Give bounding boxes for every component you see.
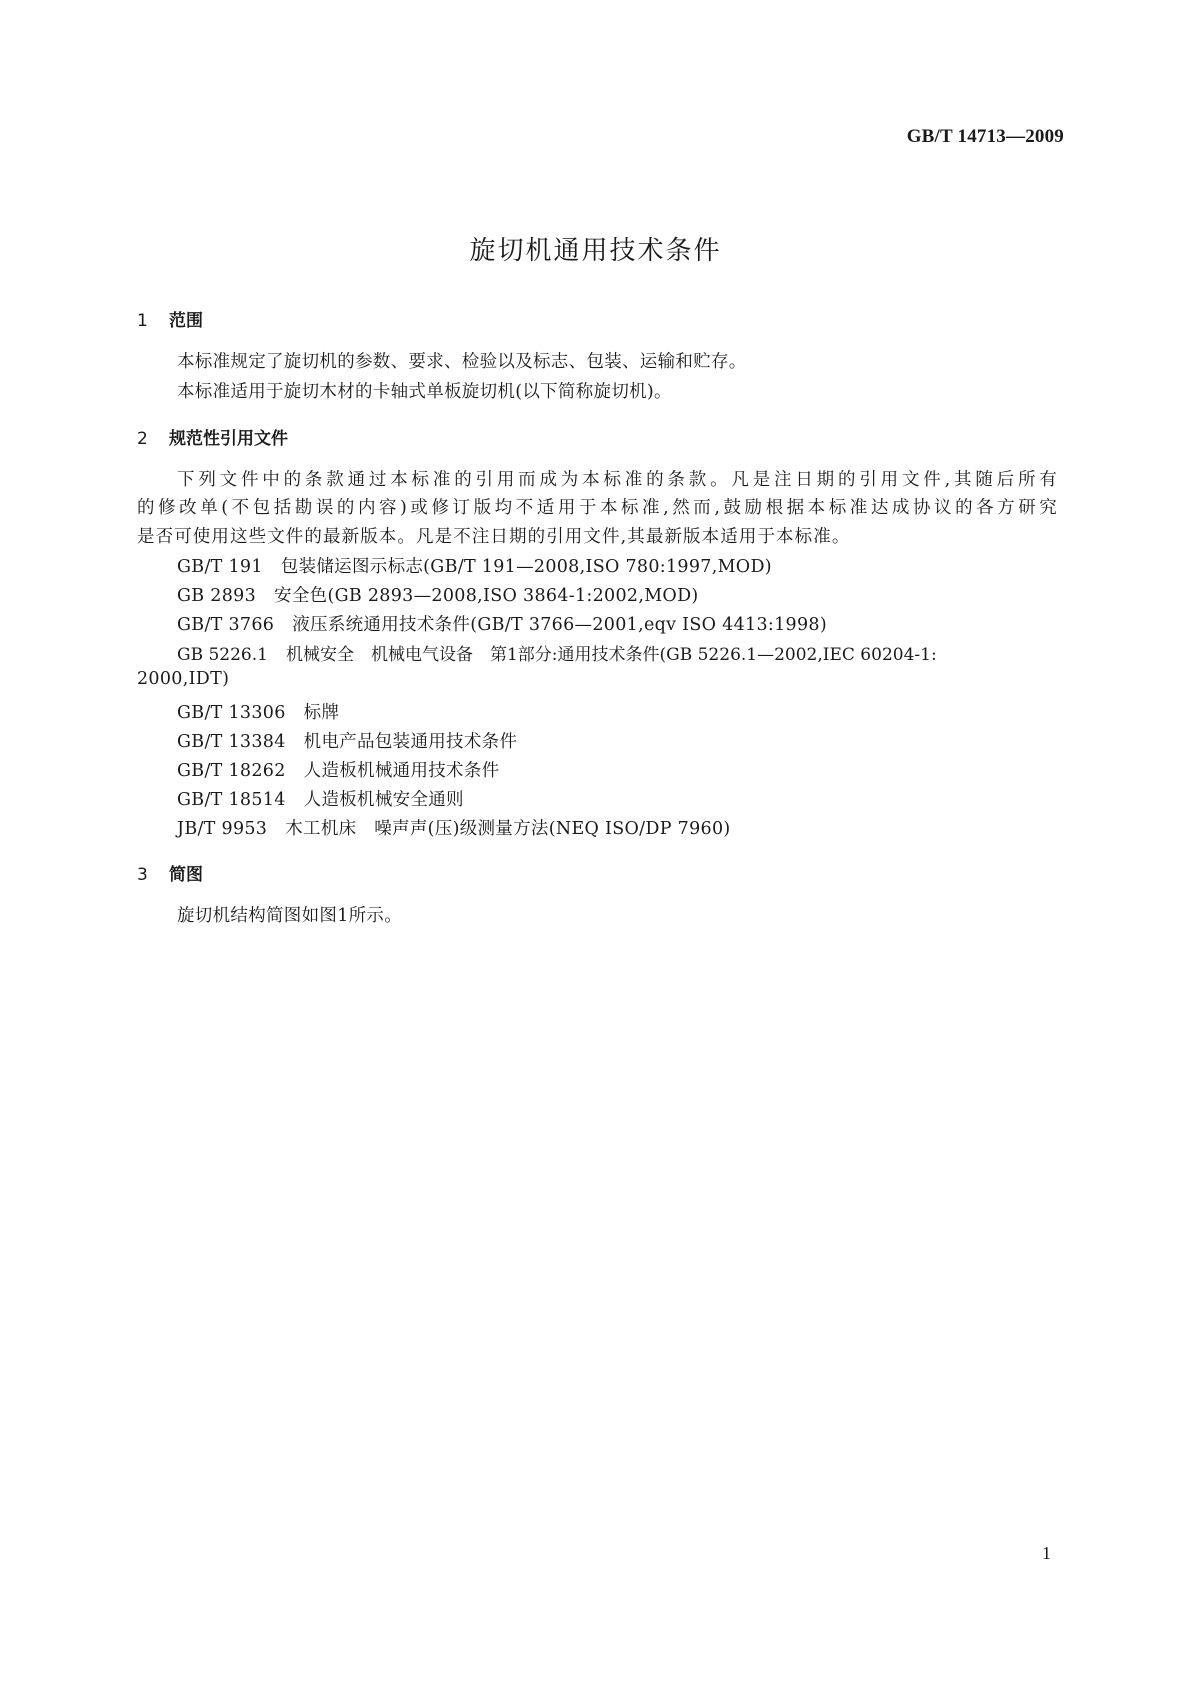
reference-title: 人造板机械安全通则 — [303, 790, 464, 810]
standard-number-header: GB/T 14713—2009 — [906, 126, 1064, 147]
section-heading-diagram — [137, 860, 203, 885]
reference-title: 标牌 — [303, 703, 340, 723]
references-intro-line: 下列文件中的条款通过本标准的引用而成为本标准的条款。凡是注日期的引用文件,其随后所有 — [177, 470, 1058, 490]
reference-code: GB/T 18262 — [177, 761, 286, 781]
reference-item — [177, 640, 937, 665]
reference-title: 机械安全 机械电气设备 第1部分:通用技术条件(GB 5226.1—2002,IEC 60204-1: — [285, 645, 937, 665]
page-number: 1 — [1042, 1543, 1051, 1563]
section-number: 3 — [137, 865, 148, 885]
reference-code: GB/T 13384 — [177, 732, 286, 752]
reference-code: JB/T 9953 — [177, 819, 268, 839]
section-number: 1 — [137, 311, 148, 331]
reference-item — [177, 728, 517, 753]
scope-paragraph: 本标准规定了旋切机的参数、要求、检验以及标志、包装、运输和贮存。 — [177, 352, 747, 372]
reference-item — [177, 815, 731, 840]
reference-title: 人造板机械通用技术条件 — [303, 761, 500, 781]
reference-title: 液压系统通用技术条件(GB/T 3766—2001,eqv ISO 4413:1998) — [292, 615, 827, 635]
section-title: 简图 — [169, 865, 203, 885]
reference-code: GB/T 3766 — [177, 615, 275, 635]
reference-title: 包装储运图示标志(GB/T 191—2008,ISO 780:1997,MOD) — [280, 557, 772, 577]
section-title: 范围 — [169, 311, 203, 331]
diagram-paragraph: 旋切机结构简图如图1所示。 — [177, 906, 403, 926]
section-heading-scope — [137, 306, 203, 331]
reference-item — [177, 786, 464, 811]
reference-code: GB 2893 — [177, 586, 257, 606]
reference-code: GB/T 13306 — [177, 703, 286, 723]
reference-code: GB 5226.1 — [177, 645, 268, 665]
reference-title: 机电产品包装通用技术条件 — [303, 732, 518, 752]
scope-paragraph: 本标准适用于旋切木材的卡轴式单板旋切机(以下简称旋切机)。 — [177, 382, 672, 402]
section-heading-normative-references — [137, 424, 288, 449]
reference-item-continuation: 2000,IDT) — [137, 669, 230, 689]
references-intro-line: 的修改单(不包括勘误的内容)或修订版均不适用于本标准,然而,鼓励根据本标准达成协议的各方研究 — [137, 498, 1058, 518]
reference-item — [177, 582, 699, 607]
references-intro-line: 是否可使用这些文件的最新版本。凡是不注日期的引用文件,其最新版本适用于本标准。 — [137, 527, 851, 547]
reference-item — [177, 553, 772, 578]
reference-item — [177, 611, 827, 636]
reference-title: 安全色(GB 2893—2008,ISO 3864-1:2002,MOD) — [274, 586, 699, 606]
document-title: 旋切机通用技术条件 — [469, 236, 722, 266]
reference-code: GB/T 191 — [177, 557, 263, 577]
reference-item — [177, 757, 499, 782]
reference-item — [177, 699, 339, 724]
section-title: 规范性引用文件 — [169, 429, 288, 449]
reference-code: GB/T 18514 — [177, 790, 286, 810]
reference-title: 木工机床 噪声声(压)级测量方法(NEQ ISO/DP 7960) — [285, 819, 731, 839]
section-number: 2 — [137, 429, 148, 449]
